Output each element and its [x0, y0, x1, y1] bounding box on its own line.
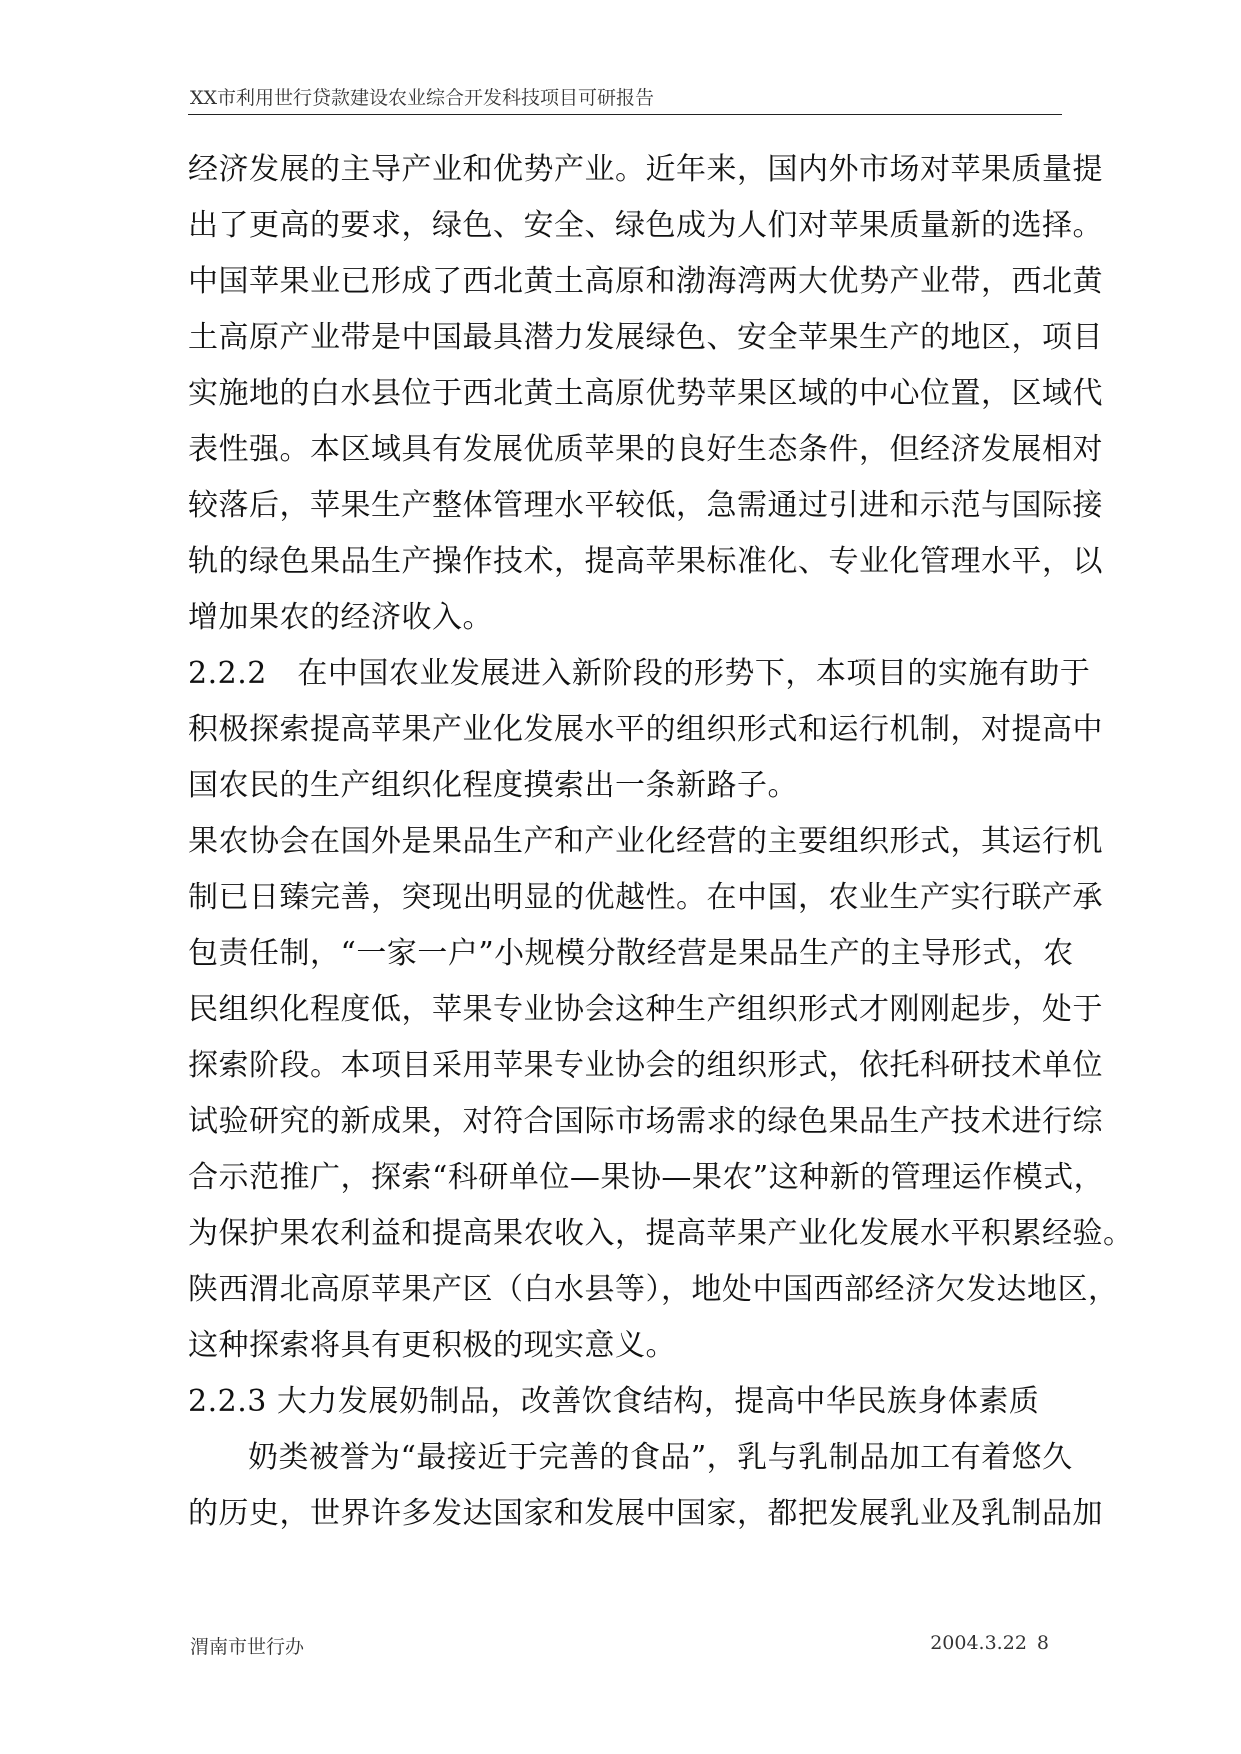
text-line: 这种探索将具有更积极的现实意义。 — [188, 1328, 676, 1363]
text-line: 表性强。本区域具有发展优质苹果的良好生态条件，但经济发展相对 — [188, 432, 1103, 467]
text-line: 出了更高的要求，绿色、安全、绿色成为人们对苹果质量新的选择。 — [188, 208, 1103, 243]
text-line: 探索阶段。本项目采用苹果专业协会的组织形式，依托科研技术单位 — [188, 1048, 1103, 1083]
text-line: 陕西渭北高原苹果产区（白水县等），地处中国西部经济欠发达地区， — [188, 1272, 1119, 1307]
section-heading-2-2-3: 2.2.3 大力发展奶制品，改善饮食结构，提高中华民族身体素质 — [188, 1384, 1040, 1419]
text-line: 包责任制，“一家一户”小规模分散经营是果品生产的主导形式，农 — [188, 936, 1074, 971]
text-line: 奶类被誉为“最接近于完善的食品”，乳与乳制品加工有着悠久 — [248, 1440, 1073, 1475]
text-line: 制已日臻完善，突现出明显的优越性。在中国，农业生产实行联产承 — [188, 880, 1103, 915]
text-line: 为保护果农利益和提高果农收入，提高苹果产业化发展水平积累经验。 — [188, 1216, 1134, 1251]
footer-date: 2004.3.22 — [930, 1632, 1027, 1654]
text-line: 土高原产业带是中国最具潜力发展绿色、安全苹果生产的地区，项目 — [188, 320, 1103, 355]
page-number: 8 — [1036, 1632, 1049, 1654]
text-line: 国农民的生产组织化程度摸索出一条新路子。 — [188, 768, 798, 803]
text-line: 实施地的白水县位于西北黄土高原优势苹果区域的中心位置，区域代 — [188, 376, 1103, 411]
footer-right — [920, 1632, 1049, 1654]
text-line: 轨的绿色果品生产操作技术，提高苹果标准化、专业化管理水平，以 — [188, 544, 1103, 579]
text-line: 增加果农的经济收入。 — [188, 600, 493, 635]
section-heading-2-2-2: 2.2.2 在中国农业发展进入新阶段的形势下，本项目的实施有助于 — [188, 656, 1091, 691]
text-line: 经济发展的主导产业和优势产业。近年来，国内外市场对苹果质量提 — [188, 152, 1103, 187]
text-line: 试验研究的新成果，对符合国际市场需求的绿色果品生产技术进行综 — [188, 1104, 1103, 1139]
running-header: XX市利用世行贷款建设农业综合开发科技项目可研报告 — [190, 87, 655, 109]
text-line: 较落后，苹果生产整体管理水平较低，急需通过引进和示范与国际接 — [188, 488, 1103, 523]
body-text — [188, 142, 1134, 1542]
footer-office: 渭南市世行办 — [190, 1636, 305, 1658]
text-line: 的历史，世界许多发达国家和发展中国家，都把发展乳业及乳制品加 — [188, 1496, 1103, 1531]
text-line: 合示范推广，探索“科研单位—果协—果农”这种新的管理运作模式， — [188, 1160, 1105, 1195]
text-line: 果农协会在国外是果品生产和产业化经营的主要组织形式，其运行机 — [188, 824, 1103, 859]
text-line: 积极探索提高苹果产业化发展水平的组织形式和运行机制，对提高中 — [188, 712, 1103, 747]
header-rule — [188, 114, 1062, 115]
text-line: 民组织化程度低，苹果专业协会这种生产组织形式才刚刚起步，处于 — [188, 992, 1103, 1027]
text-line: 中国苹果业已形成了西北黄土高原和渤海湾两大优势产业带，西北黄 — [188, 264, 1103, 299]
